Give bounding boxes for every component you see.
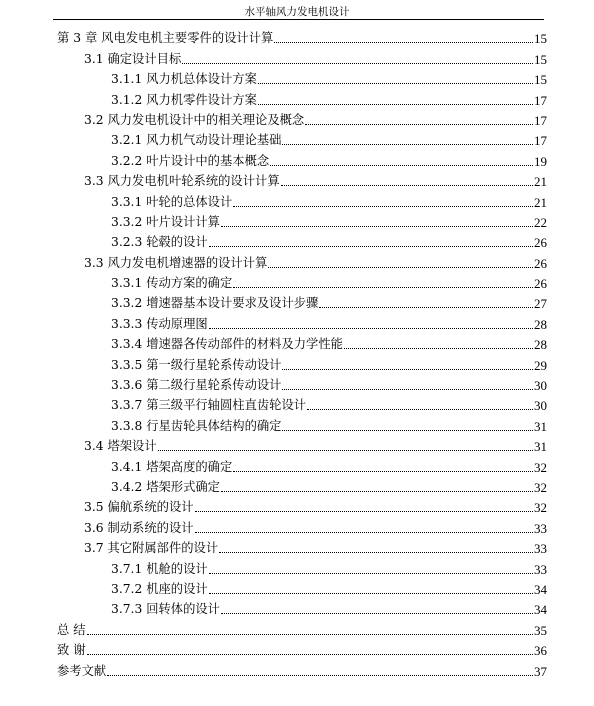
toc-entry-page-number: 21 [534,174,547,190]
header-rule [53,19,544,20]
toc-entry-title: 3.3.1 传动方案的确定 [111,276,233,291]
toc-entry-title: 参考文献 [57,663,107,678]
toc-entry-page-number: 27 [534,296,547,312]
toc-entry[interactable] [57,87,547,107]
toc-entry[interactable] [57,638,547,658]
toc-entry-title: 3.3.8 行星齿轮具体结构的确定 [111,418,282,433]
toc-entry[interactable] [57,556,547,576]
toc-dot-leader [319,307,533,308]
table-of-contents [57,26,547,679]
toc-entry-page-number: 33 [534,541,547,557]
toc-entry-page-number: 28 [534,316,547,332]
toc-entry-title: 3.3.5 第一级行星轮系传动设计 [111,357,282,372]
toc-entry-title: 第 3 章 风电发电机主要零件的设计计算 [57,31,274,46]
toc-entry-title: 3.2.3 轮毂的设计 [111,235,208,250]
toc-entry-title: 3.2.1 风力机气动设计理论基础 [111,133,282,148]
toc-dot-leader [233,206,533,207]
toc-entry-title: 3.1 确定设计目标 [84,51,182,66]
toc-entry-title: 3.3.3 传动原理图 [111,316,208,331]
toc-entry-title: 3.3.4 增速器各传动部件的材料及力学性能 [111,337,343,352]
toc-entry[interactable] [57,352,547,372]
toc-dot-leader [233,471,533,472]
toc-entry[interactable] [57,271,547,291]
toc-entry-page-number: 26 [534,276,547,292]
toc-dot-leader [270,165,533,166]
toc-dot-leader [307,409,533,410]
toc-dot-leader [282,369,533,370]
toc-entry-title: 3.4.2 塔架形式确定 [111,479,220,494]
toc-entry-title: 3.7 其它附属部件的设计 [84,541,219,556]
toc-dot-leader [158,450,533,451]
toc-entry-title: 3.5 偏航系统的设计 [84,500,194,515]
toc-dot-leader [281,185,533,186]
toc-dot-leader [107,675,533,676]
toc-entry[interactable] [57,597,547,617]
toc-entry-page-number: 34 [534,602,547,618]
toc-entry[interactable] [57,393,547,413]
document-title: 水平轴风力发电机设计 [244,6,350,18]
toc-entry[interactable] [57,617,547,637]
toc-entry-title: 3.3 风力发电机增速器的设计计算 [84,255,268,270]
toc-entry-title: 致 谢 [57,643,86,658]
toc-entry[interactable] [57,230,547,250]
toc-dot-leader [209,573,533,574]
toc-entry[interactable] [57,495,547,515]
toc-entry-title: 3.3.6 第二级行星轮系传动设计 [111,378,282,393]
toc-dot-leader [344,348,533,349]
toc-entry-title: 3.3 风力发电机叶轮系统的设计计算 [84,174,280,189]
toc-entry-title: 3.3.1 叶轮的总体设计 [111,194,233,209]
toc-entry[interactable] [57,26,547,46]
toc-entry-page-number: 36 [534,643,547,659]
toc-dot-leader [268,267,533,268]
toc-entry-title: 3.3.2 叶片设计计算 [111,214,220,229]
toc-entry-page-number: 30 [534,398,547,414]
toc-entry-title: 3.3.2 增速器基本设计要求及设计步骤 [111,296,319,311]
toc-entry-page-number: 17 [534,92,547,108]
toc-entry[interactable] [57,189,547,209]
toc-entry-page-number: 32 [534,459,547,475]
toc-entry[interactable] [57,536,547,556]
toc-entry-page-number: 34 [534,581,547,597]
toc-dot-leader [221,613,533,614]
toc-entry-page-number: 22 [534,214,547,230]
toc-entry-page-number: 26 [534,235,547,251]
toc-dot-leader [258,83,533,84]
toc-entry-page-number: 31 [534,439,547,455]
toc-entry-title: 3.2.2 叶片设计中的基本概念 [111,153,270,168]
toc-dot-leader [209,246,533,247]
toc-entry[interactable] [57,577,547,597]
toc-dot-leader [221,226,533,227]
toc-entry[interactable] [57,250,547,270]
toc-entry-page-number: 32 [534,479,547,495]
toc-entry[interactable] [57,128,547,148]
toc-dot-leader [195,532,533,533]
toc-dot-leader [87,634,533,635]
toc-entry-page-number: 15 [534,72,547,88]
toc-entry-page-number: 17 [534,133,547,149]
toc-entry-page-number: 29 [534,357,547,373]
toc-entry-page-number: 33 [534,561,547,577]
toc-dot-leader [195,511,533,512]
toc-entry[interactable] [57,413,547,433]
toc-entry[interactable] [57,67,547,87]
toc-dot-leader [282,389,533,390]
toc-entry-page-number: 28 [534,337,547,353]
toc-entry-page-number: 31 [534,418,547,434]
toc-entry[interactable] [57,169,547,189]
toc-entry-title: 3.2 风力发电机设计中的相关理论及概念 [84,112,305,127]
toc-entry[interactable] [57,108,547,128]
toc-entry-page-number: 32 [534,500,547,516]
page-header [0,0,594,22]
toc-dot-leader [274,42,533,43]
toc-entry-title: 3.7.1 机舱的设计 [111,561,208,576]
toc-entry-page-number: 30 [534,378,547,394]
toc-entry[interactable] [57,291,547,311]
toc-entry[interactable] [57,373,547,393]
toc-entry-title: 3.7.3 回转体的设计 [111,602,220,617]
toc-dot-leader [305,124,533,125]
toc-entry-page-number: 15 [534,51,547,67]
toc-entry[interactable] [57,148,547,168]
toc-entry-title: 3.1.1 风力机总体设计方案 [111,72,257,87]
toc-entry-title: 3.4.1 塔架高度的确定 [111,459,233,474]
toc-entry[interactable] [57,454,547,474]
toc-entry-page-number: 33 [534,520,547,536]
toc-entry-title: 3.7.2 机座的设计 [111,581,208,596]
toc-dot-leader [87,654,533,655]
toc-dot-leader [282,144,533,145]
toc-entry-title: 3.3.7 第三级平行轴圆柱直齿轮设计 [111,398,307,413]
toc-entry-title: 3.4 塔架设计 [84,439,157,454]
toc-entry[interactable] [57,515,547,535]
toc-entry-page-number: 26 [534,255,547,271]
toc-entry-page-number: 15 [534,31,547,47]
toc-dot-leader [209,328,533,329]
toc-dot-leader [233,287,533,288]
toc-entry-title: 总 结 [57,622,86,637]
toc-dot-leader [258,104,533,105]
toc-entry[interactable] [57,46,547,66]
toc-entry[interactable] [57,210,547,230]
toc-dot-leader [209,593,533,594]
toc-entry[interactable] [57,332,547,352]
toc-dot-leader [221,491,533,492]
toc-entry[interactable] [57,475,547,495]
toc-dot-leader [219,552,533,553]
toc-entry-title: 3.1.2 风力机零件设计方案 [111,92,257,107]
toc-entry-page-number: 17 [534,112,547,128]
toc-entry-page-number: 19 [534,153,547,169]
toc-entry-page-number: 21 [534,194,547,210]
toc-entry[interactable] [57,434,547,454]
toc-dot-leader [182,63,533,64]
toc-entry-page-number: 35 [534,622,547,638]
toc-entry-title: 3.6 制动系统的设计 [84,520,194,535]
toc-entry-page-number: 37 [534,663,547,679]
toc-entry[interactable] [57,658,547,678]
toc-entry[interactable] [57,311,547,331]
toc-dot-leader [282,430,533,431]
